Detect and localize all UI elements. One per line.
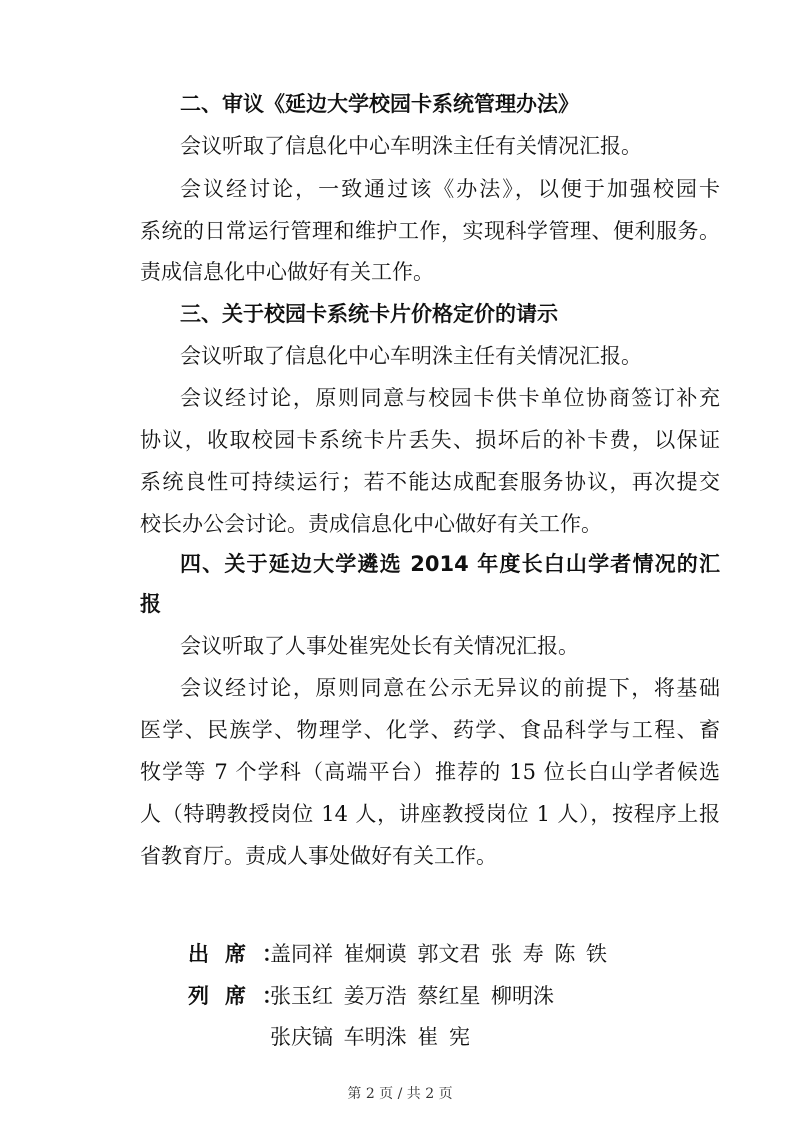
section-4-para-2-line-5: 省教育厅。责成人事处做好有关工作。 bbox=[140, 844, 497, 868]
attending-label: 列席： bbox=[188, 984, 299, 1008]
section-4-para-2-line-4: 人（特聘教授岗位 14 人，讲座教授岗位 1 人），按程序上报 bbox=[140, 802, 720, 826]
section-2-para-1: 会议听取了信息化中心车明洙主任有关情况汇报。 bbox=[180, 134, 642, 158]
section-4-heading-line-1: 四、关于延边大学遴选 2014 年度长白山学者情况的汇 bbox=[180, 552, 720, 576]
section-2-para-2-line-3: 责成信息化中心做好有关工作。 bbox=[140, 260, 434, 284]
section-4-heading-line-2: 报 bbox=[140, 592, 161, 616]
present-names: 盖同祥 崔炯谟 郭文君 张 寿 陈 铁 bbox=[270, 942, 608, 966]
section-3-para-2-line-2: 协议，收取校园卡系统卡片丢失、损坏后的补卡费，以保证 bbox=[140, 428, 720, 452]
section-2-heading: 二、审议《延边大学校园卡系统管理办法》 bbox=[180, 92, 579, 116]
attending-names-line-2: 张庆镐 车明洙 崔 宪 bbox=[270, 1025, 471, 1049]
section-3-para-2-line-3: 系统良性可持续运行；若不能达成配套服务协议，再次提交 bbox=[140, 470, 720, 494]
page-number-footer: 第 2 页 / 共 2 页 bbox=[347, 1086, 453, 1102]
section-2-para-2-line-1: 会议经讨论，一致通过该《办法》，以便于加强校园卡 bbox=[180, 177, 720, 201]
section-3-heading: 三、关于校园卡系统卡片价格定价的请示 bbox=[180, 302, 558, 326]
section-4-para-2-line-3: 牧学等 7 个学科（高端平台）推荐的 15 位长白山学者候选 bbox=[140, 760, 720, 784]
section-4-para-1: 会议听取了人事处崔宪处长有关情况汇报。 bbox=[180, 634, 579, 658]
section-2-para-2-line-2: 系统的日常运行管理和维护工作，实现科学管理、便利服务。 bbox=[140, 219, 720, 243]
attending-names-line-1: 张玉红 姜万浩 蔡红星 柳明洙 bbox=[270, 984, 555, 1008]
section-4-para-2-line-2: 医学、民族学、物理学、化学、药学、食品科学与工程、畜 bbox=[140, 718, 720, 742]
present-label: 出席： bbox=[188, 942, 299, 966]
section-3-para-2-line-1: 会议经讨论，原则同意与校园卡供卡单位协商签订补充 bbox=[180, 386, 720, 410]
section-3-para-1: 会议听取了信息化中心车明洙主任有关情况汇报。 bbox=[180, 344, 642, 368]
section-4-para-2-line-1: 会议经讨论，原则同意在公示无异议的前提下，将基础 bbox=[180, 676, 720, 700]
section-3-para-2-line-4: 校长办公会讨论。责成信息化中心做好有关工作。 bbox=[140, 512, 602, 536]
